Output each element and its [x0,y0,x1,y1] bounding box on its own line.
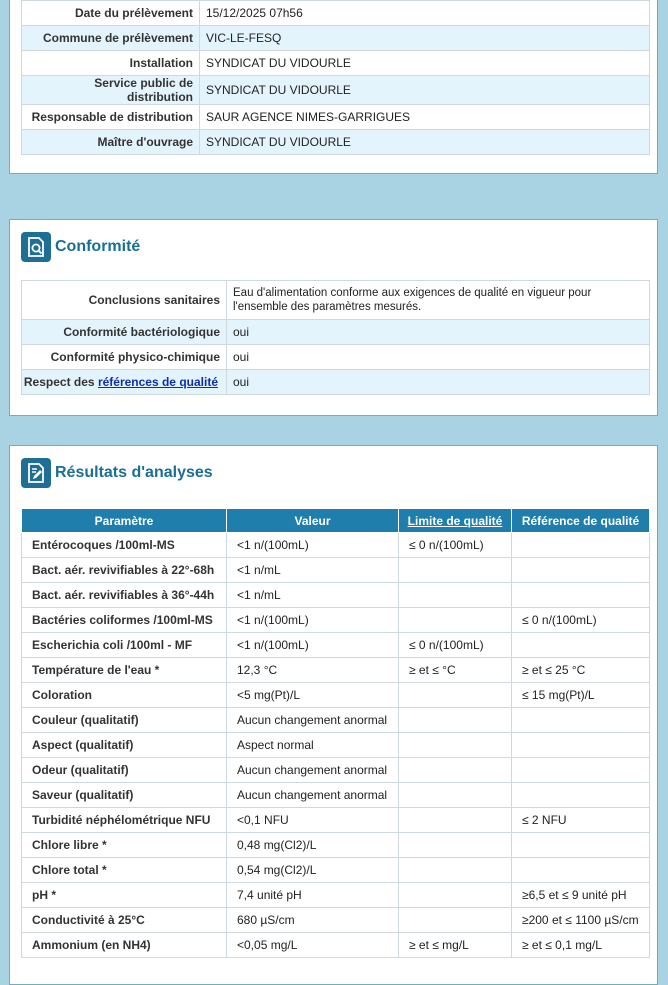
conformite-value: oui [227,370,650,395]
result-cell-limite: ≥ et ≤ mg/L [399,933,512,958]
info-label: Date du prélèvement [22,1,200,26]
result-cell-limite [399,758,512,783]
resultats-header [21,457,213,489]
result-cell-valeur: <1 n/mL [227,558,399,583]
result-cell-param: Coloration [22,683,227,708]
result-cell-param: Chlore total * [22,858,227,883]
result-cell-param: Aspect (qualitatif) [22,733,227,758]
result-row [22,833,650,858]
ref-prefix: Respect des [23,375,98,389]
result-cell-reference: ≥6,5 et ≤ 9 unité pH [512,883,650,908]
result-row [22,658,650,683]
result-cell-valeur: 12,3 °C [227,658,399,683]
result-cell-limite [399,608,512,633]
result-cell-reference: ≥ et ≤ 25 °C [512,658,650,683]
result-row [22,683,650,708]
result-cell-param: Chlore libre * [22,833,227,858]
info-label: Service public de distribution [22,76,200,105]
result-cell-reference [512,558,650,583]
result-cell-reference [512,583,650,608]
conformite-label [22,370,227,395]
info-row [22,51,650,76]
result-cell-reference: ≥200 et ≤ 1100 µS/cm [512,908,650,933]
info-row [22,130,650,155]
info-value: SYNDICAT DU VIDOURLE [200,130,650,155]
result-cell-valeur: <1 n/(100mL) [227,633,399,658]
result-row [22,558,650,583]
result-cell-reference [512,708,650,733]
conformite-label: Conformité physico-chimique [22,345,227,370]
result-cell-valeur: <1 n/(100mL) [227,608,399,633]
result-cell-param: Température de l'eau * [22,658,227,683]
conformite-label: Conclusions sanitaires [22,281,227,320]
result-cell-param: Ammonium (en NH4) [22,933,227,958]
result-cell-valeur: 0,48 mg(Cl2)/L [227,833,399,858]
result-cell-param: Bactéries coliformes /100ml-MS [22,608,227,633]
info-row [22,1,650,26]
col-header-reference: Référence de qualité [512,509,650,533]
resultats-panel [9,445,658,985]
conformite-value: oui [227,320,650,345]
conformite-header [21,231,140,263]
result-cell-reference: ≥ et ≤ 0,1 mg/L [512,933,650,958]
result-cell-param: Odeur (qualitatif) [22,758,227,783]
result-cell-valeur: Aucun changement anormal [227,708,399,733]
conformite-row [22,281,650,320]
result-row [22,908,650,933]
info-label: Installation [22,51,200,76]
result-row [22,858,650,883]
info-row [22,105,650,130]
result-cell-valeur: <0,1 NFU [227,808,399,833]
resultats-table [21,508,650,958]
result-cell-param: Bact. aér. revivifiables à 22°-68h [22,558,227,583]
result-cell-limite [399,583,512,608]
col-header-limite-link[interactable]: Limite de qualité [399,509,512,533]
result-cell-limite: ≤ 0 n/(100mL) [399,533,512,558]
result-cell-limite [399,833,512,858]
result-cell-param: Saveur (qualitatif) [22,783,227,808]
col-header-parametre: Paramètre [22,509,227,533]
info-row [22,76,650,105]
result-cell-param: Bact. aér. revivifiables à 36°-44h [22,583,227,608]
result-cell-valeur: Aucun changement anormal [227,758,399,783]
result-cell-limite [399,708,512,733]
result-cell-valeur: <1 n/(100mL) [227,533,399,558]
result-cell-param: Entérocoques /100ml-MS [22,533,227,558]
result-cell-reference [512,533,650,558]
info-value: SYNDICAT DU VIDOURLE [200,76,650,105]
conformite-value: oui [227,345,650,370]
result-row [22,883,650,908]
result-cell-valeur: 680 µS/cm [227,908,399,933]
result-cell-param: Escherichia coli /100ml - MF [22,633,227,658]
result-cell-param: Conductivité à 25°C [22,908,227,933]
result-cell-reference: ≤ 15 mg(Pt)/L [512,683,650,708]
result-cell-reference: ≤ 0 n/(100mL) [512,608,650,633]
result-cell-reference [512,833,650,858]
result-cell-reference [512,858,650,883]
result-cell-valeur: <5 mg(Pt)/L [227,683,399,708]
conformite-label: Conformité bactériologique [22,320,227,345]
info-value: SYNDICAT DU VIDOURLE [200,51,650,76]
conformite-table [21,280,650,395]
resultats-header-row [22,509,650,533]
result-cell-limite [399,683,512,708]
conformite-title: Conformité [55,238,141,255]
result-cell-limite [399,783,512,808]
sample-info-panel [9,0,658,174]
result-row [22,608,650,633]
result-cell-reference: ≤ 2 NFU [512,808,650,833]
result-row [22,758,650,783]
conformite-row [22,320,650,345]
document-search-icon [21,232,51,262]
result-cell-param: Turbidité néphélométrique NFU [22,808,227,833]
result-cell-reference [512,633,650,658]
result-cell-valeur: 0,54 mg(Cl2)/L [227,858,399,883]
info-value: VIC-LE-FESQ [200,26,650,51]
result-cell-limite [399,858,512,883]
sample-info-table [21,0,650,155]
result-cell-valeur: 7,4 unité pH [227,883,399,908]
result-cell-limite [399,883,512,908]
result-cell-valeur: <1 n/mL [227,583,399,608]
info-label: Maître d'ouvrage [22,130,200,155]
result-cell-limite: ≤ 0 n/(100mL) [399,633,512,658]
result-cell-limite [399,908,512,933]
result-cell-limite [399,558,512,583]
result-cell-reference [512,783,650,808]
result-cell-limite [399,733,512,758]
result-row [22,783,650,808]
result-cell-valeur: Aspect normal [227,733,399,758]
result-row [22,733,650,758]
result-cell-valeur: <0,05 mg/L [227,933,399,958]
document-edit-icon [21,458,51,488]
result-cell-limite [399,808,512,833]
conformite-value: Eau d'alimentation conforme aux exigences de qualité en vigueur pour l'ensemble des paramètres mesurés. [227,281,650,320]
conformite-row [22,345,650,370]
conformite-row [22,370,650,395]
info-label: Commune de prélèvement [22,26,200,51]
conformite-panel [9,219,658,416]
result-cell-limite: ≥ et ≤ °C [399,658,512,683]
result-row [22,583,650,608]
info-label: Responsable de distribution [22,105,200,130]
result-cell-param: pH * [22,883,227,908]
result-row [22,933,650,958]
resultats-title: Résultats d'analyses [55,464,213,481]
result-cell-reference [512,758,650,783]
info-value: 15/12/2025 07h56 [200,1,650,26]
result-row [22,808,650,833]
result-cell-param: Couleur (qualitatif) [22,708,227,733]
info-row [22,26,650,51]
references-qualite-link[interactable]: références de qualité [97,375,218,389]
info-value: SAUR AGENCE NIMES-GARRIGUES [200,105,650,130]
result-row [22,708,650,733]
result-cell-valeur: Aucun changement anormal [227,783,399,808]
col-header-valeur: Valeur [227,509,399,533]
result-row [22,533,650,558]
result-row [22,633,650,658]
result-cell-reference [512,733,650,758]
